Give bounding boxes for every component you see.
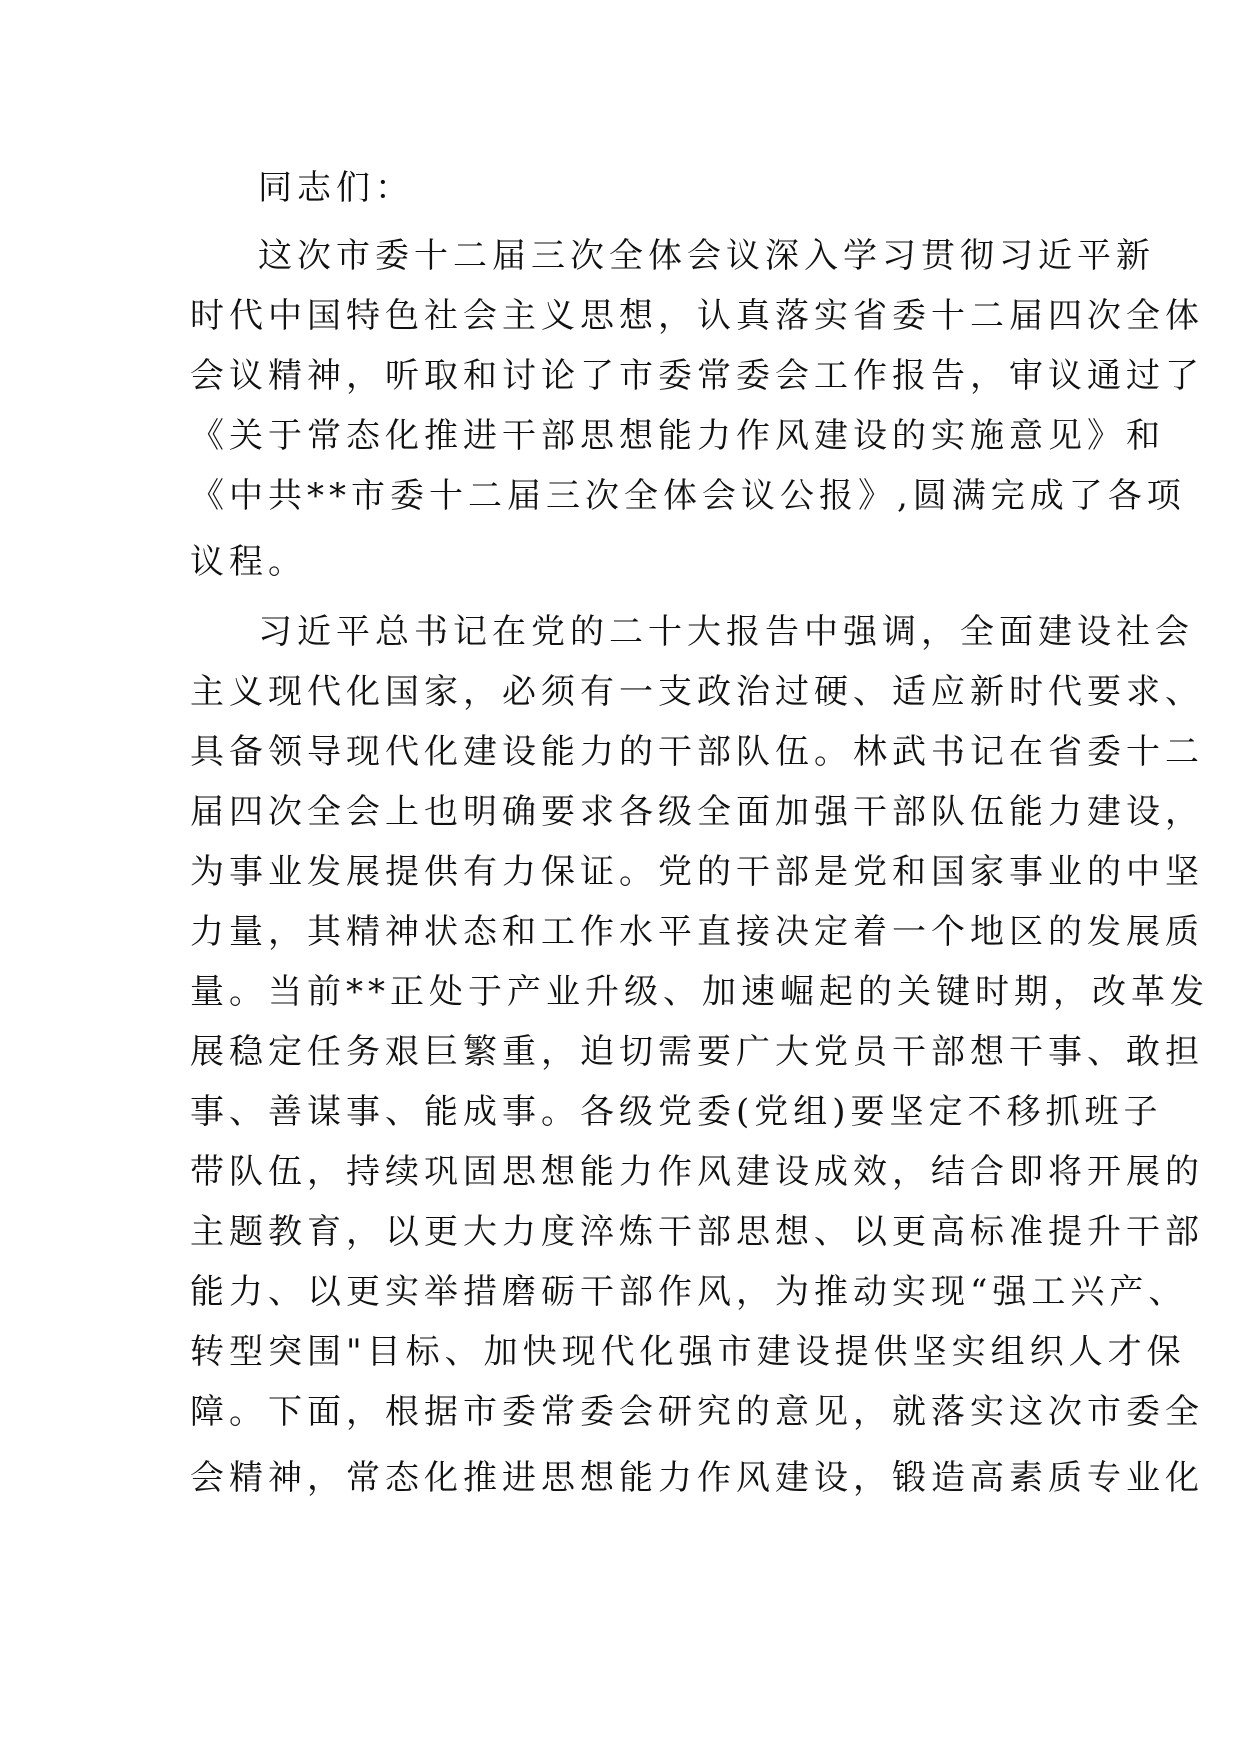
paragraph-1 [190, 226, 1204, 592]
paragraph-line: 能力、以更实举措磨砺干部作风，为推动实现“强工兴产、 [190, 1272, 1188, 1312]
paragraph-line: 力量，其精神状态和工作水平直接决定着一个地区的发展质 [190, 912, 1204, 952]
paragraph-line: 《中共**市委十二届三次全体会议公报》,圆满完成了各项 [190, 476, 1186, 516]
paragraph-line: 议程。 [190, 542, 307, 582]
document-body [190, 158, 1209, 1508]
paragraph-line: 障。下面，根据市委常委会研究的意见，就落实这次市委全 [190, 1392, 1204, 1432]
paragraph-line: 事、善谋事、能成事。各级党委(党组)要坚定不移抓班子 [190, 1092, 1163, 1132]
paragraph-line: 具备领导现代化建设能力的干部队伍。林武书记在省委十二 [190, 732, 1204, 772]
paragraph-line: 会议精神，听取和讨论了市委常委会工作报告，审议通过了 [190, 356, 1204, 396]
paragraph-line: 这次市委十二届三次全体会议深入学习贯彻习近平新 [258, 236, 1155, 276]
paragraph-line: 主题教育，以更大力度淬炼干部思想、以更高标准提升干部 [190, 1212, 1204, 1252]
paragraph-line: 时代中国特色社会主义思想，认真落实省委十二届四次全体 [190, 296, 1204, 336]
paragraph-line: 带队伍，持续巩固思想能力作风建设成效，结合即将开展的 [190, 1152, 1204, 1192]
paragraph-line: 习近平总书记在党的二十大报告中强调，全面建设社会 [258, 612, 1194, 652]
paragraph-line: 展稳定任务艰巨繁重，迫切需要广大党员干部想干事、敢担 [190, 1032, 1204, 1072]
paragraph-line: 转型突围"目标、加快现代化强市建设提供坚实组织人才保 [190, 1332, 1186, 1372]
paragraph-line: 届四次全会上也明确要求各级全面加强干部队伍能力建设， [190, 792, 1204, 832]
paragraph-line: 主义现代化国家，必须有一支政治过硬、适应新时代要求、 [190, 672, 1204, 712]
paragraph-line: 为事业发展提供有力保证。党的干部是党和国家事业的中坚 [190, 852, 1204, 892]
paragraph-2 [190, 602, 1209, 1508]
paragraph-line: 会精神，常态化推进思想能力作风建设，锻造高素质专业化 [190, 1458, 1204, 1498]
salutation: 同志们： [258, 168, 414, 208]
paragraph-line: 《关于常态化推进干部思想能力作风建设的实施意见》和 [190, 416, 1165, 456]
paragraph-line: 量。当前**正处于产业升级、加速崛起的关键时期，改革发 [190, 972, 1209, 1012]
